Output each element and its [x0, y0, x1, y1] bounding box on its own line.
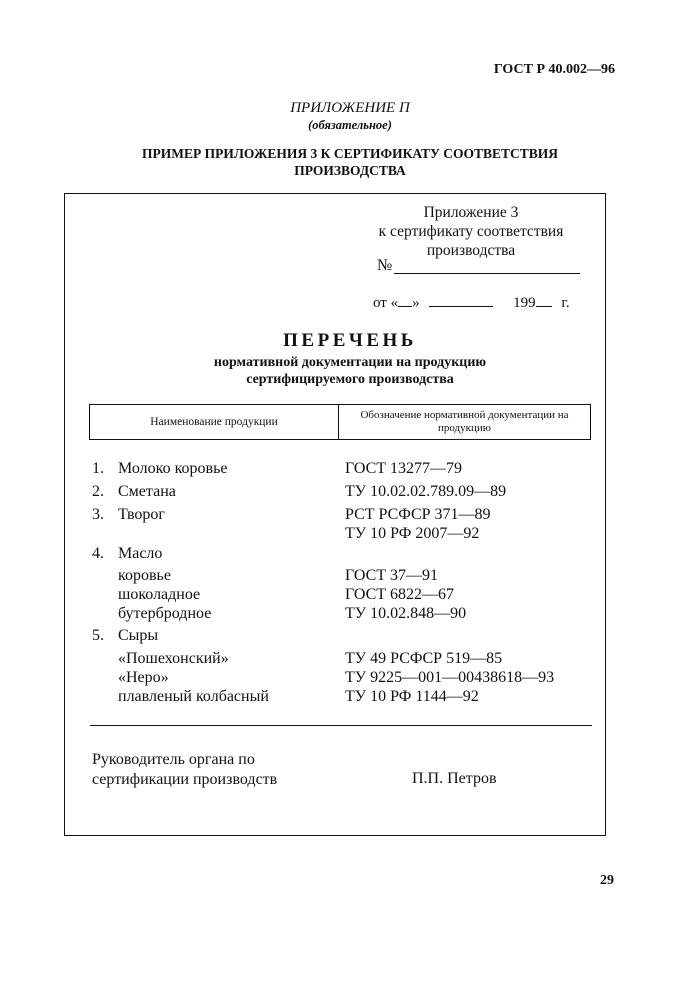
column-header-document: Обозначение нормативной документации на продукцию: [360, 409, 569, 434]
table-header: [89, 404, 591, 440]
item-doc: ТУ 10.02.02.789.09—89: [345, 483, 507, 500]
item-subname: шоколадное: [118, 586, 201, 603]
item-number: 4.: [92, 545, 104, 562]
item-subname: «Неро»: [118, 669, 169, 686]
separator-line: [90, 725, 592, 726]
item-doc: ТУ 49 РСФСР 519—85: [345, 650, 503, 667]
year-blank: [536, 295, 552, 307]
attachment-line2: к сертификату соответствия: [378, 223, 564, 240]
number-field-line: [394, 273, 580, 274]
list-subtitle-line1: нормативной документации на продукцию: [213, 355, 487, 370]
item-doc: ГОСТ 13277—79: [345, 460, 463, 477]
item-doc: ТУ 9225—001—00438618—93: [345, 669, 555, 686]
date-row: [373, 295, 570, 312]
item-doc: ГОСТ 37—91: [345, 567, 439, 584]
signer-name: П.П. Петров: [412, 770, 497, 787]
signature-line2: сертификации производств: [92, 771, 278, 788]
quote-open: «: [390, 295, 399, 311]
item-number: 3.: [92, 506, 104, 523]
list-subtitle: [100, 354, 600, 388]
list-subtitle-line2: сертифицируемого производства: [246, 372, 454, 387]
page-number: 29: [600, 873, 614, 888]
appendix-title: ПРИЛОЖЕНИЕ П: [290, 100, 410, 116]
signature-line1: Руководитель органа по: [92, 751, 255, 768]
item-subname: «Пошехонский»: [118, 650, 229, 667]
column-header-product: Наименование продукции: [90, 405, 339, 439]
year-suffix: г.: [561, 295, 570, 311]
item-doc-second: ТУ 10 РФ 2007—92: [345, 525, 480, 542]
item-name: Творог: [118, 506, 165, 523]
year-prefix: 199: [513, 295, 536, 311]
signature-block: [92, 750, 277, 790]
list-title: ПЕРЕЧЕНЬ: [283, 330, 417, 351]
day-blank: [398, 295, 412, 307]
item-number: 1.: [92, 460, 104, 477]
item-name: Сыры: [118, 627, 159, 644]
appendix-note: (обязательное): [308, 118, 392, 132]
item-subname: бутербродное: [118, 605, 212, 622]
item-name: Молоко коровье: [118, 460, 228, 477]
appendix-heading-line2: ПРОИЗВОДСТВА: [294, 163, 406, 178]
item-name: Сметана: [118, 483, 176, 500]
date-from-label: от: [373, 295, 387, 311]
attachment-line1: Приложение 3: [423, 204, 519, 221]
appendix-heading: [90, 145, 610, 179]
standard-designation: ГОСТ Р 40.002—96: [493, 62, 615, 77]
attachment-line3: производства: [426, 242, 516, 259]
appendix-heading-line1: ПРИМЕР ПРИЛОЖЕНИЯ 3 К СЕРТИФИКАТУ СООТВЕТСТВИЯ: [141, 146, 559, 161]
item-doc: ТУ 10 РФ 1144—92: [345, 688, 479, 705]
item-subname: коровье: [118, 567, 171, 584]
item-doc: ТУ 10.02.848—90: [345, 605, 467, 622]
item-doc: ГОСТ 6822—67: [345, 586, 455, 603]
item-name: Масло: [118, 545, 163, 562]
attachment-block: [340, 203, 602, 260]
item-number: 5.: [92, 627, 104, 644]
item-doc: РСТ РСФСР 371—89: [345, 506, 491, 523]
number-label: №: [377, 257, 393, 274]
quote-close: »: [412, 295, 420, 311]
item-number: 2.: [92, 483, 104, 500]
item-subname: плавленый колбасный: [118, 688, 269, 705]
month-blank: [429, 295, 493, 307]
